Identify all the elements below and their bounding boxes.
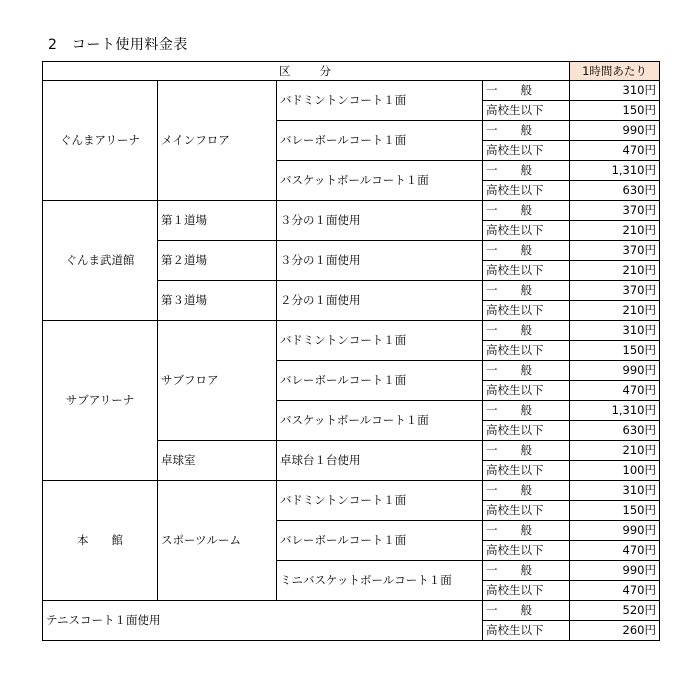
price-general: 310円 [570, 321, 660, 341]
area-name: スポーツルーム [158, 481, 277, 601]
price-general: 520円 [570, 601, 660, 621]
category-student: 高校生以下 [483, 501, 570, 521]
tennis-court-name: テニスコート１面使用 [43, 601, 483, 641]
category-general: 一 般 [483, 161, 570, 181]
court-name: ３分の１面使用 [277, 241, 483, 281]
court-name: バスケットボールコート１面 [277, 161, 483, 201]
price-general: 990円 [570, 361, 660, 381]
price-student: 470円 [570, 541, 660, 561]
price-student: 260円 [570, 621, 660, 641]
fee-table [42, 61, 660, 641]
category-student: 高校生以下 [483, 541, 570, 561]
facility-name: サブアリーナ [43, 321, 158, 481]
area-name: サブフロア [158, 321, 277, 441]
category-student: 高校生以下 [483, 181, 570, 201]
category-student: 高校生以下 [483, 621, 570, 641]
price-general: 990円 [570, 521, 660, 541]
category-student: 高校生以下 [483, 141, 570, 161]
header-kubun: 区 分 [43, 62, 570, 81]
price-student: 470円 [570, 381, 660, 401]
category-general: 一 般 [483, 401, 570, 421]
category-general: 一 般 [483, 121, 570, 141]
area-name: 第２道場 [158, 241, 277, 281]
category-general: 一 般 [483, 481, 570, 501]
category-general: 一 般 [483, 601, 570, 621]
category-general: 一 般 [483, 81, 570, 101]
price-student: 210円 [570, 221, 660, 241]
header-rate: 1時間あたり [570, 62, 660, 81]
category-student: 高校生以下 [483, 381, 570, 401]
category-general: 一 般 [483, 441, 570, 461]
price-general: 310円 [570, 481, 660, 501]
price-student: 150円 [570, 501, 660, 521]
area-name: メインフロア [158, 81, 277, 201]
fee-row [43, 201, 660, 221]
category-general: 一 般 [483, 241, 570, 261]
facility-name: ぐんまアリーナ [43, 81, 158, 201]
court-name: バドミントンコート１面 [277, 81, 483, 121]
price-general: 370円 [570, 281, 660, 301]
price-general: 990円 [570, 121, 660, 141]
category-general: 一 般 [483, 561, 570, 581]
category-student: 高校生以下 [483, 421, 570, 441]
fee-row [43, 81, 660, 101]
category-student: 高校生以下 [483, 221, 570, 241]
category-student: 高校生以下 [483, 101, 570, 121]
price-student: 630円 [570, 181, 660, 201]
price-general: 370円 [570, 241, 660, 261]
price-student: 470円 [570, 141, 660, 161]
page-title: 2 コート使用料金表 [48, 37, 188, 53]
price-student: 150円 [570, 101, 660, 121]
area-name: 第１道場 [158, 201, 277, 241]
price-general: 310円 [570, 81, 660, 101]
price-student: 630円 [570, 421, 660, 441]
table-header-row [43, 62, 660, 81]
category-student: 高校生以下 [483, 301, 570, 321]
court-name: ２分の１面使用 [277, 281, 483, 321]
category-student: 高校生以下 [483, 461, 570, 481]
court-name: バドミントンコート１面 [277, 321, 483, 361]
facility-name: 本 館 [43, 481, 158, 601]
price-student: 100円 [570, 461, 660, 481]
court-name: バレーボールコート１面 [277, 521, 483, 561]
fee-table-body [43, 62, 660, 641]
category-student: 高校生以下 [483, 581, 570, 601]
category-general: 一 般 [483, 321, 570, 341]
price-student: 210円 [570, 301, 660, 321]
category-general: 一 般 [483, 521, 570, 541]
court-name: バスケットボールコート１面 [277, 401, 483, 441]
price-student: 150円 [570, 341, 660, 361]
category-general: 一 般 [483, 281, 570, 301]
area-name: 第３道場 [158, 281, 277, 321]
court-name: バレーボールコート１面 [277, 361, 483, 401]
area-name: 卓球室 [158, 441, 277, 481]
court-name: バドミントンコート１面 [277, 481, 483, 521]
price-student: 470円 [570, 581, 660, 601]
tennis-row [43, 601, 660, 621]
price-general: 1,310円 [570, 161, 660, 181]
court-name: ミニバスケットボールコート１面 [277, 561, 483, 601]
category-general: 一 般 [483, 201, 570, 221]
court-name: ３分の１面使用 [277, 201, 483, 241]
category-student: 高校生以下 [483, 261, 570, 281]
fee-row [43, 321, 660, 341]
price-general: 990円 [570, 561, 660, 581]
fee-row [43, 481, 660, 501]
price-general: 1,310円 [570, 401, 660, 421]
category-general: 一 般 [483, 361, 570, 381]
price-general: 370円 [570, 201, 660, 221]
court-name: バレーボールコート１面 [277, 121, 483, 161]
court-name: 卓球台１台使用 [277, 441, 483, 481]
facility-name: ぐんま武道館 [43, 201, 158, 321]
price-student: 210円 [570, 261, 660, 281]
price-general: 210円 [570, 441, 660, 461]
category-student: 高校生以下 [483, 341, 570, 361]
